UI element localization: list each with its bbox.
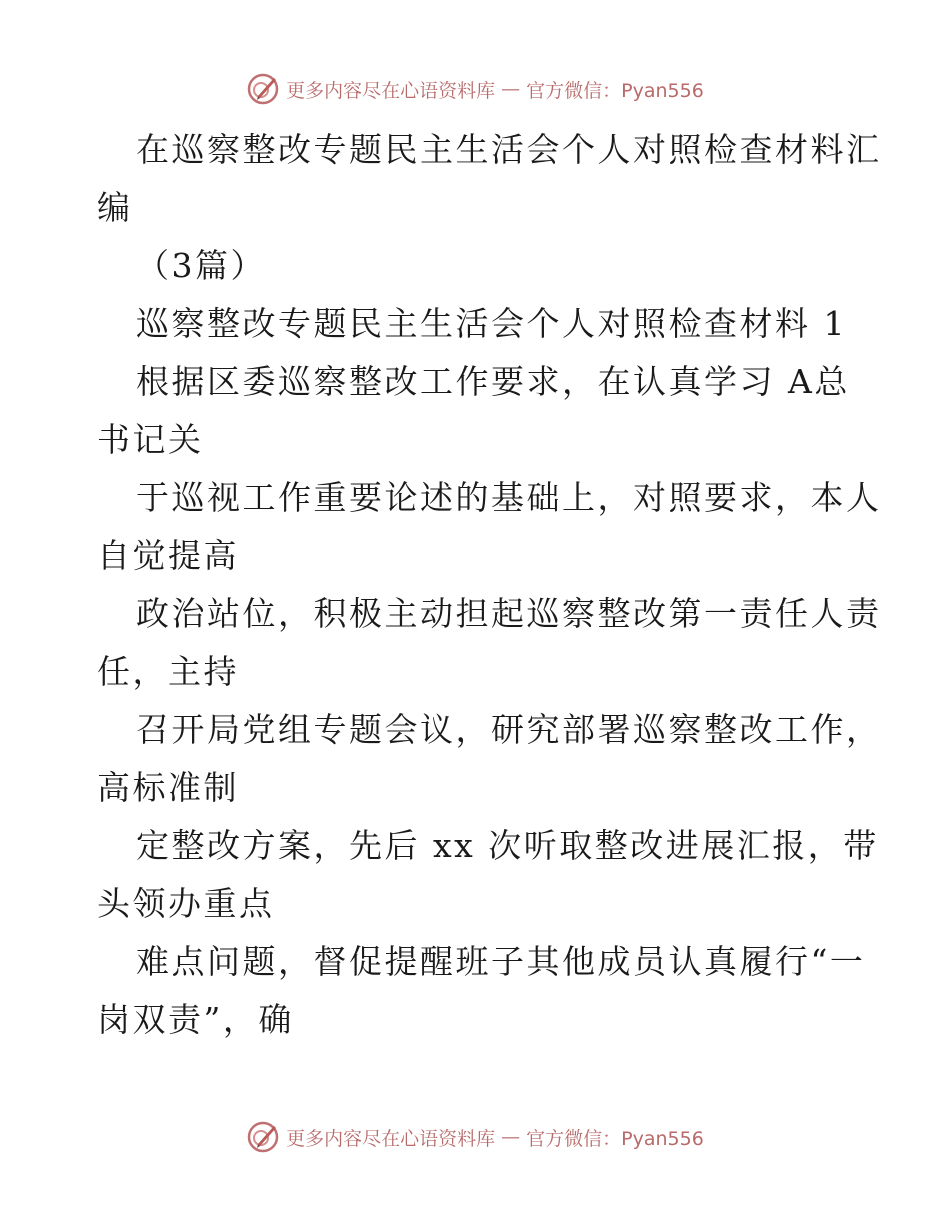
watermark-banner-bottom <box>0 1120 950 1154</box>
paragraph-line: 政治站位，积极主动担起巡察整改第一责任人责 <box>136 594 882 633</box>
paragraph-line: 召开局党组专题会议，研究部署巡察整改工作， <box>136 710 882 749</box>
doc-subtitle: （3篇） <box>136 246 266 285</box>
paragraph-line: 任，主持 <box>97 652 239 691</box>
paragraph-line: 高标准制 <box>97 768 239 807</box>
paragraph-line: 于巡视工作重要论述的基础上，对照要求，本人 <box>136 478 882 517</box>
watermark-separator: — <box>501 1126 521 1148</box>
watermark-contact: 官方微信：Pyan556 <box>526 79 704 102</box>
watermark-text: 更多内容尽在心语资料库 <box>286 79 496 102</box>
paragraph-line: 根据区委巡察整改工作要求，在认真学习 A总 <box>136 362 850 401</box>
paragraph-line: 自觉提高 <box>97 536 239 575</box>
section-heading: 巡察整改专题民主生活会个人对照检查材料 1 <box>136 304 847 343</box>
paragraph-line: 书记关 <box>97 420 204 459</box>
doc-title-line-2: 编 <box>97 188 133 227</box>
paragraph-line: 头领办重点 <box>97 884 275 923</box>
watermark-banner-top <box>0 72 950 106</box>
watermark-separator: — <box>501 78 521 100</box>
paragraph-line: 难点问题，督促提醒班子其他成员认真履行“一 <box>136 942 866 981</box>
pen-logo-icon <box>246 1120 280 1154</box>
doc-title-line-1: 在巡察整改专题民主生活会个人对照检查材料汇 <box>136 130 882 169</box>
paragraph-line: 岗双责”，确 <box>97 1000 294 1039</box>
pen-logo-icon <box>246 72 280 106</box>
paragraph-line: 定整改方案，先后 xx 次听取整改进展汇报，带 <box>136 826 879 865</box>
watermark-contact: 官方微信：Pyan556 <box>526 1127 704 1150</box>
watermark-text: 更多内容尽在心语资料库 <box>286 1127 496 1150</box>
